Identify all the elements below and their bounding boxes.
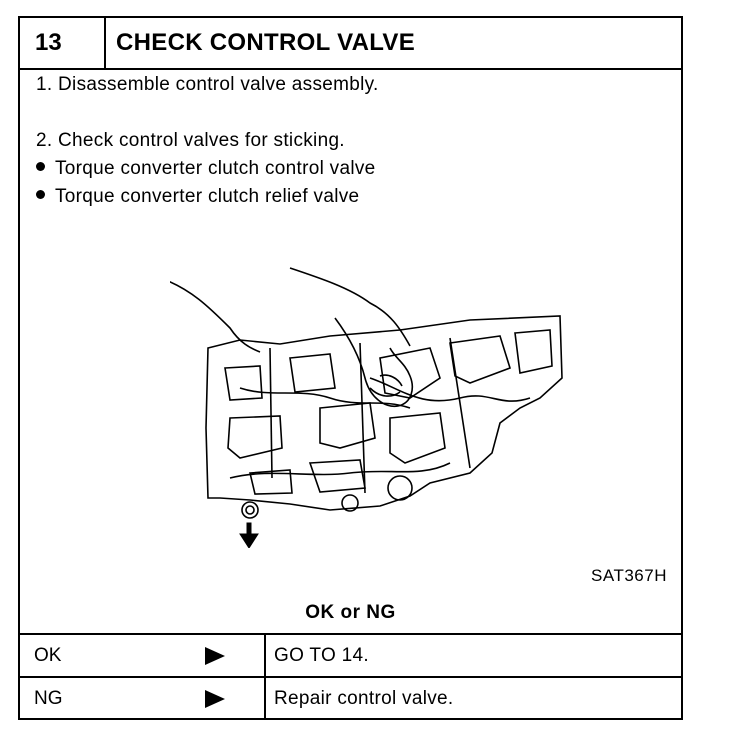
bullet-item: Torque converter clutch control valve	[36, 158, 376, 180]
result-action: GO TO 14.	[274, 645, 369, 666]
step-number: 13	[20, 18, 106, 68]
bullet-dot-icon	[36, 162, 45, 171]
bullet-item: Torque converter clutch relief valve	[36, 186, 359, 208]
step-title: CHECK CONTROL VALVE	[116, 29, 416, 56]
result-row-ng	[20, 676, 681, 720]
column-divider	[264, 678, 266, 719]
control-valve-illustration	[170, 248, 570, 548]
result-condition: OK	[34, 645, 62, 666]
right-triangle-arrow-icon	[205, 647, 225, 665]
step-header	[20, 18, 681, 70]
instruction-step-2: 2. Check control valves for sticking.	[36, 130, 345, 151]
figure-code: SAT367H	[591, 566, 667, 585]
diagnostic-procedure-table	[18, 16, 683, 720]
result-prompt: OK or NG	[305, 602, 396, 623]
column-divider	[264, 635, 266, 676]
result-action: Repair control valve.	[274, 688, 454, 709]
bullet-dot-icon	[36, 190, 45, 199]
right-triangle-arrow-icon	[205, 690, 225, 708]
instruction-step-1: 1. Disassemble control valve assembly.	[36, 74, 379, 95]
result-condition: NG	[34, 688, 63, 709]
result-row-ok	[20, 633, 681, 676]
